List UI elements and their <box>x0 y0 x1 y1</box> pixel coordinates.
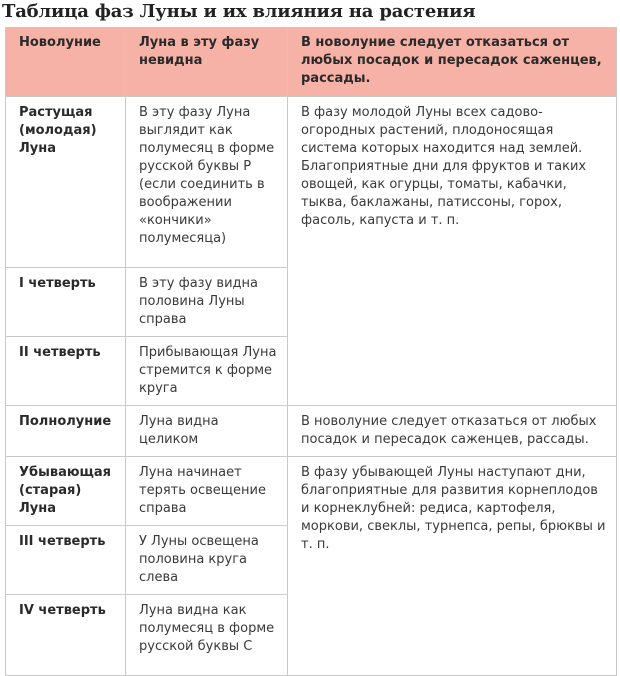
phase-cell: II четверть <box>6 337 126 406</box>
table-row <box>6 457 617 526</box>
header-phase-cell: Новолуние <box>6 28 126 97</box>
phase-cell: Убывающая (старая) Луна <box>6 457 126 526</box>
phase-cell: Растущая (молодая) Луна <box>6 97 126 268</box>
description-cell: Луна видна как полумесяц в форме русской буквы С <box>126 595 288 676</box>
moon-phase-table <box>5 27 617 676</box>
description-cell: Луна видна целиком <box>126 406 288 457</box>
table-row <box>6 97 617 268</box>
table-row <box>6 406 617 457</box>
phase-cell: III четверть <box>6 526 126 595</box>
description-cell: Прибывающая Луна стремится к форме круга <box>126 337 288 406</box>
header-recommendation-cell: В новолуние следует отказаться от любых посадок и пересадок саженцев, рассады. <box>288 28 617 97</box>
description-cell: У Луны освещена половина круга слева <box>126 526 288 595</box>
phase-cell: IV четверть <box>6 595 126 676</box>
recommendation-cell: В фазу убывающей Луны наступают дни, благоприятные для развития корнеплодов и корнеклубней: редиса, картофеля, моркови, свеклы, турнепса, репы, брюквы и т. п. <box>288 457 617 676</box>
recommendation-cell: В фазу молодой Луны всех садово-огородных растений, плодоносящая система которых находится над землей. Благоприятные дни для фруктов и таких овощей, как огурцы, томаты, кабачки, тыква, баклажаны, патиссоны, горох, фасоль, капуста и т. п. <box>288 97 617 406</box>
header-description-cell: Луна в эту фазу невидна <box>126 28 288 97</box>
description-cell: Луна начинает терять освещение справа <box>126 457 288 526</box>
recommendation-cell: В новолуние следует отказаться от любых посадок и пересадок саженцев, рассады. <box>288 406 617 457</box>
phase-cell: I четверть <box>6 268 126 337</box>
page-title: Таблица фаз Луны и их влияния на растения <box>2 1 476 22</box>
description-cell: В эту фазу Луна выглядит как полумесяц в форме русской буквы Р (если соединить в воображении «кончики» полумесяца) <box>126 97 288 268</box>
phase-cell: Полнолуние <box>6 406 126 457</box>
table-header-row <box>6 28 617 97</box>
description-cell: В эту фазу видна половина Луны справа <box>126 268 288 337</box>
